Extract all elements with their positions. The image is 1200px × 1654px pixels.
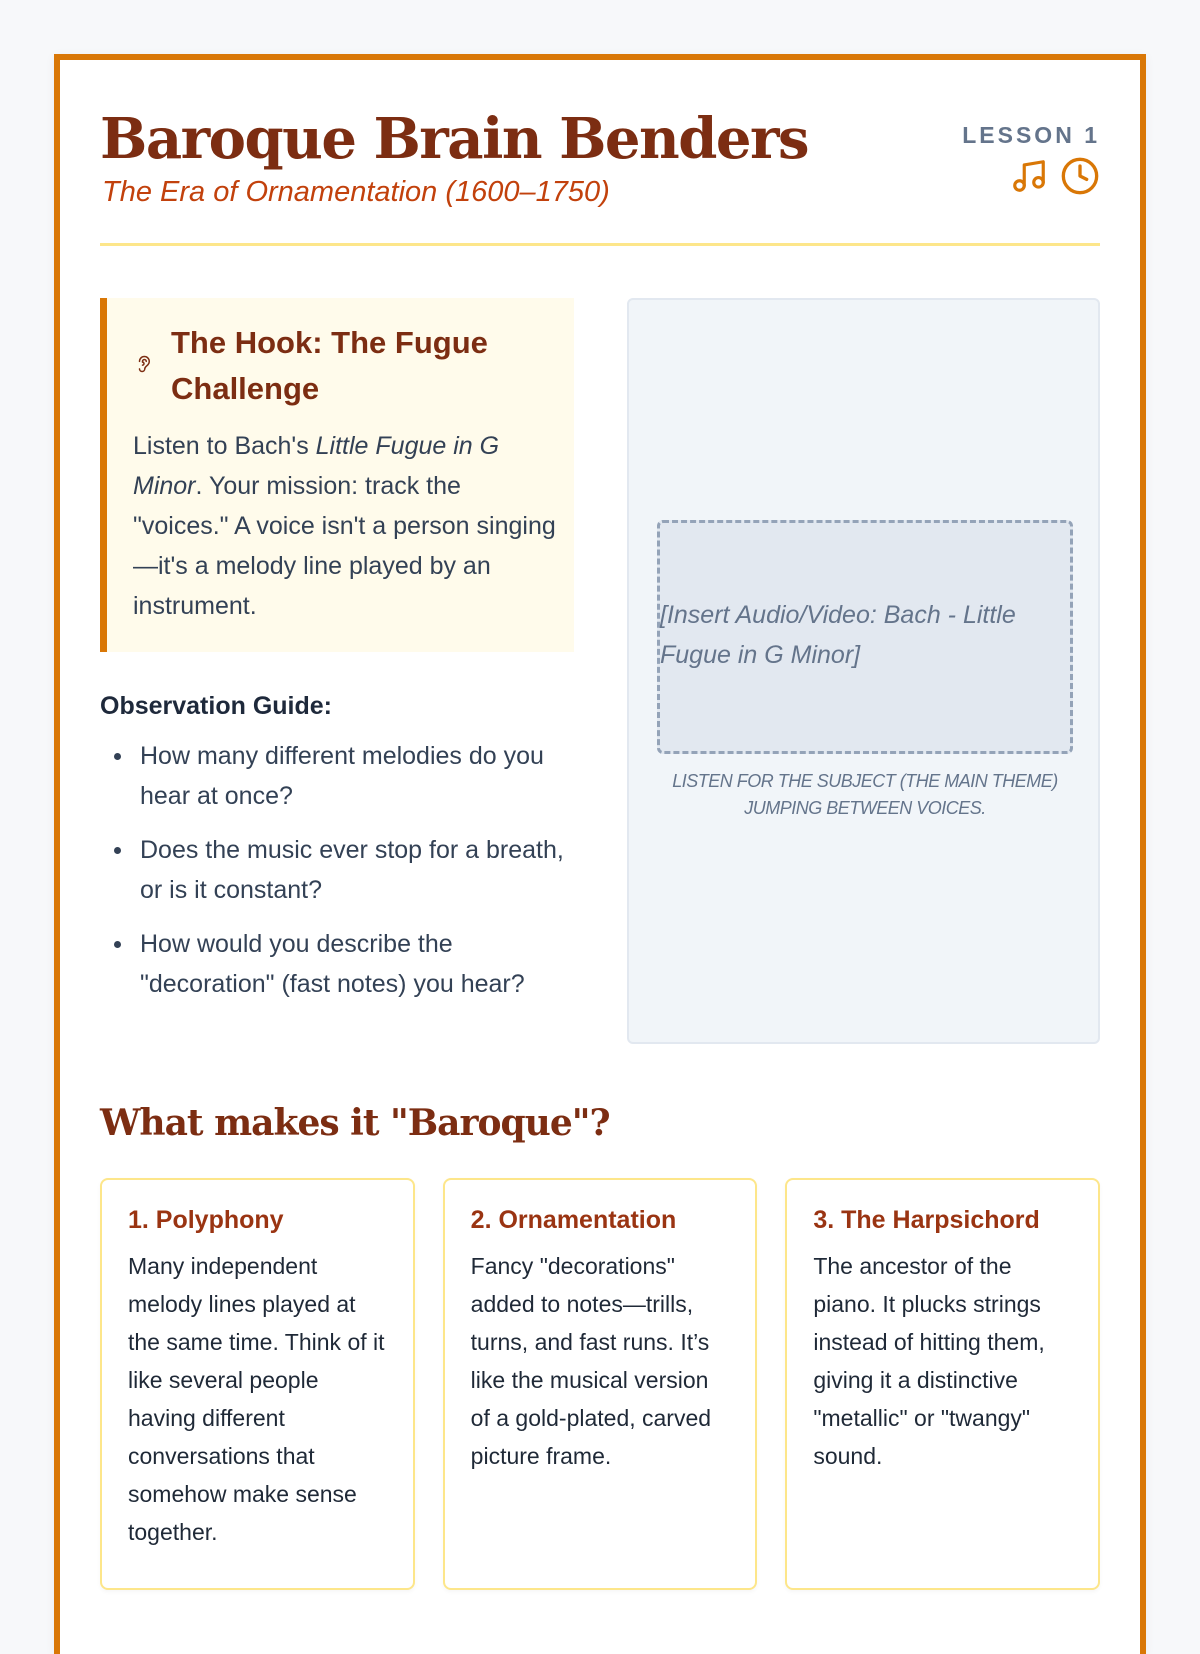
lesson-page bbox=[54, 54, 1146, 1654]
music-note-icon bbox=[1010, 157, 1048, 195]
hook-body bbox=[133, 426, 563, 626]
media-placeholder-text: [Insert Audio/Video: Bach - Little Fugue in G Minor] bbox=[660, 601, 1016, 669]
media-panel bbox=[627, 298, 1100, 1044]
media-caption: LISTEN FOR THE SUBJECT (THE MAIN THEME) JUMPING BETWEEN VOICES. bbox=[672, 771, 1058, 818]
feature-card bbox=[785, 1178, 1100, 1590]
hook-body-text: Listen to Bach's bbox=[133, 432, 316, 460]
card-body: Fancy "decorations" added to notes—trills, turns, and fast runs. It’s like the musical version of a gold-plated, carved picture frame. bbox=[470, 1253, 712, 1469]
clock-icon bbox=[1060, 156, 1100, 196]
list-item-text: How many different melodies do you hear at once? bbox=[140, 742, 544, 810]
list-item-text: Does the music ever stop for a breath, or is it constant? bbox=[140, 836, 564, 904]
page-title: Baroque Brain Benders bbox=[100, 106, 809, 172]
media-placeholder[interactable] bbox=[657, 520, 1073, 754]
piece-title: Little Fugue in G Minor bbox=[133, 432, 500, 500]
section-title: What makes it "Baroque"? bbox=[100, 1102, 610, 1144]
list-item bbox=[100, 924, 570, 1004]
card-title: 1. Polyphony bbox=[128, 1206, 284, 1234]
observation-list bbox=[100, 736, 570, 1018]
list-item bbox=[100, 830, 570, 910]
hook-callout bbox=[100, 298, 574, 652]
bullet-icon bbox=[114, 847, 121, 854]
list-item bbox=[100, 736, 570, 816]
feature-card bbox=[443, 1178, 758, 1590]
list-item-text: How would you describe the "decoration" (fast notes) you hear? bbox=[140, 930, 525, 998]
feature-cards bbox=[100, 1178, 1100, 1590]
hook-body-text: . Your mission: track the "voices." A voice isn't a person singing—it's a melody line played by an instrument. bbox=[133, 472, 556, 620]
feature-card bbox=[100, 1178, 415, 1590]
hook-title: The Hook: The Fugue Challenge bbox=[171, 325, 488, 406]
lesson-badge: LESSON 1 bbox=[962, 122, 1100, 148]
page-header bbox=[100, 100, 1100, 246]
card-body: Many independent melody lines played at the same time. Think of it like several people having different conversations that somehow make sense together. bbox=[128, 1253, 385, 1545]
card-title: 2. Ornamentation bbox=[470, 1206, 677, 1234]
bullet-icon bbox=[114, 753, 121, 760]
observation-guide-label: Observation Guide: bbox=[100, 692, 332, 720]
card-body: The ancestor of the piano. It plucks strings instead of hitting them, giving it a distinctive "metallic" or "twangy" sound. bbox=[813, 1253, 1045, 1469]
bullet-icon bbox=[114, 941, 121, 948]
page-subtitle: The Era of Ornamentation (1600–1750) bbox=[102, 176, 610, 208]
card-title: 3. The Harpsichord bbox=[813, 1206, 1040, 1234]
ear-icon bbox=[135, 352, 153, 381]
header-icons bbox=[1010, 156, 1100, 196]
